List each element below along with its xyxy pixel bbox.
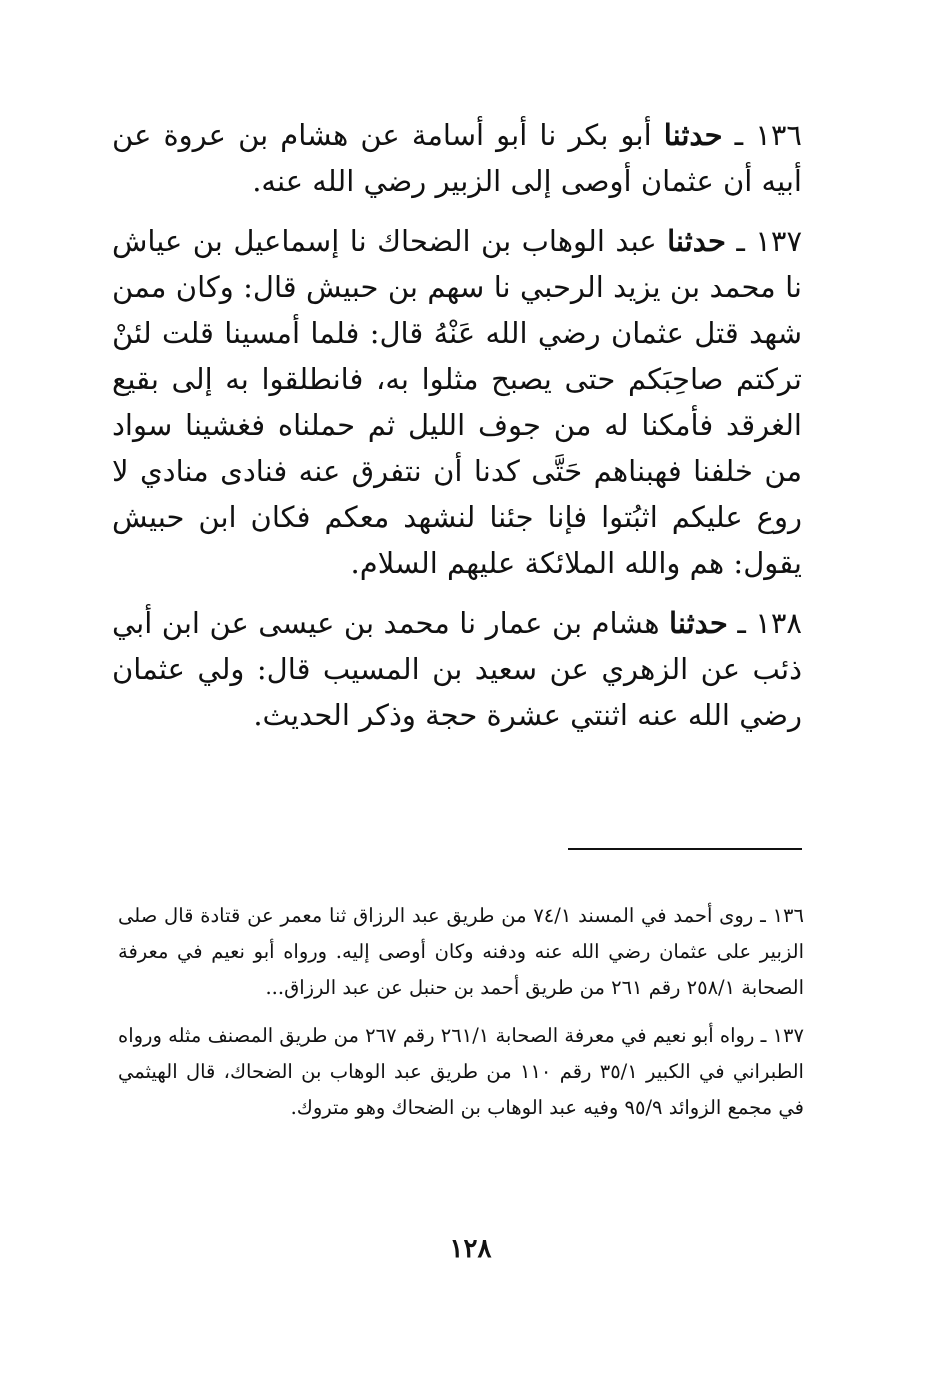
main-text-block	[112, 112, 802, 752]
hadith-137	[112, 218, 802, 586]
hadith-138	[112, 600, 802, 738]
footnote-number: ١٣٧ ـ	[760, 1024, 804, 1047]
footnote-text: رواه أبو نعيم في معرفة الصحابة ٢٦١/١ رقم ٢٦٧ من طريق المصنف مثله ورواه الطبراني في الكبير ٣٥/١ رقم ١١٠ من طريق عبد الوهاب بن الضحاك، قال الهيثمي في مجمع الزوائد ٩٥/٩ وفيه عبد الوهاب بن الضحاك وهو متروك.	[118, 1024, 804, 1119]
footnote-text: روى أحمد في المسند ٧٤/١ من طريق عبد الرزاق ثنا معمر عن قتادة قال صلى الزبير على عثمان رضي الله عنه ودفنه وكان أوصى إليه. ورواه أبو نعيم في معرفة الصحابة ٢٥٨/١ رقم ٢٦١ من طريق أحمد بن حنبل عن عبد الرزاق...	[118, 904, 804, 999]
hadith-number: ١٣٦ ـ	[734, 118, 802, 152]
hadith-136	[112, 112, 802, 204]
footnotes-block	[118, 898, 804, 1138]
hadith-text: عبد الوهاب بن الضحاك نا إسماعيل بن عياش نا محمد بن يزيد الرحبي نا سهم بن حبيش قال: وكان ممن شهد قتل عثمان رضي الله عَنْهُ قال: فلما أمسينا قلت لئنْ تركتم صاحِبَكم حتى يصبح مثلوا به، فانطلقوا به إلى بقيع الغرقد فأمكنا له من جوف الليل ثم حملناه فغشينا سواد من خلفنا فهبناهم حَتَّى كدنا أن نتفرق عنه فنادى منادي لا روع عليكم اثبُتوا فإنا جئنا لنشهد معكم فكان ابن حبيش يقول: هم والله الملائكة عليهم السلام.	[112, 224, 802, 580]
page-number: ١٢٨	[449, 1234, 492, 1264]
hadith-keyword: حدثنا	[667, 224, 726, 258]
footnote-separator	[568, 848, 802, 850]
hadith-number: ١٣٧ ـ	[736, 224, 803, 258]
footnote-136	[118, 898, 804, 1006]
hadith-text: أبو بكر نا أبو أسامة عن هشام بن عروة عن أبيه أن عثمان أوصى إلى الزبير رضي الله عنه.	[112, 118, 802, 198]
footnote-number: ١٣٦ ـ	[760, 904, 804, 927]
footnote-137	[118, 1018, 804, 1126]
hadith-keyword: حدثنا	[663, 118, 723, 152]
hadith-number: ١٣٨ ـ	[737, 606, 803, 640]
hadith-keyword: حدثنا	[669, 606, 728, 640]
hadith-text: هشام بن عمار نا محمد بن عيسى عن ابن أبي ذئب عن الزهري عن سعيد بن المسيب قال: ولي عثمان رضي الله عنه اثنتي عشرة حجة وذكر الحديث.	[112, 606, 802, 732]
